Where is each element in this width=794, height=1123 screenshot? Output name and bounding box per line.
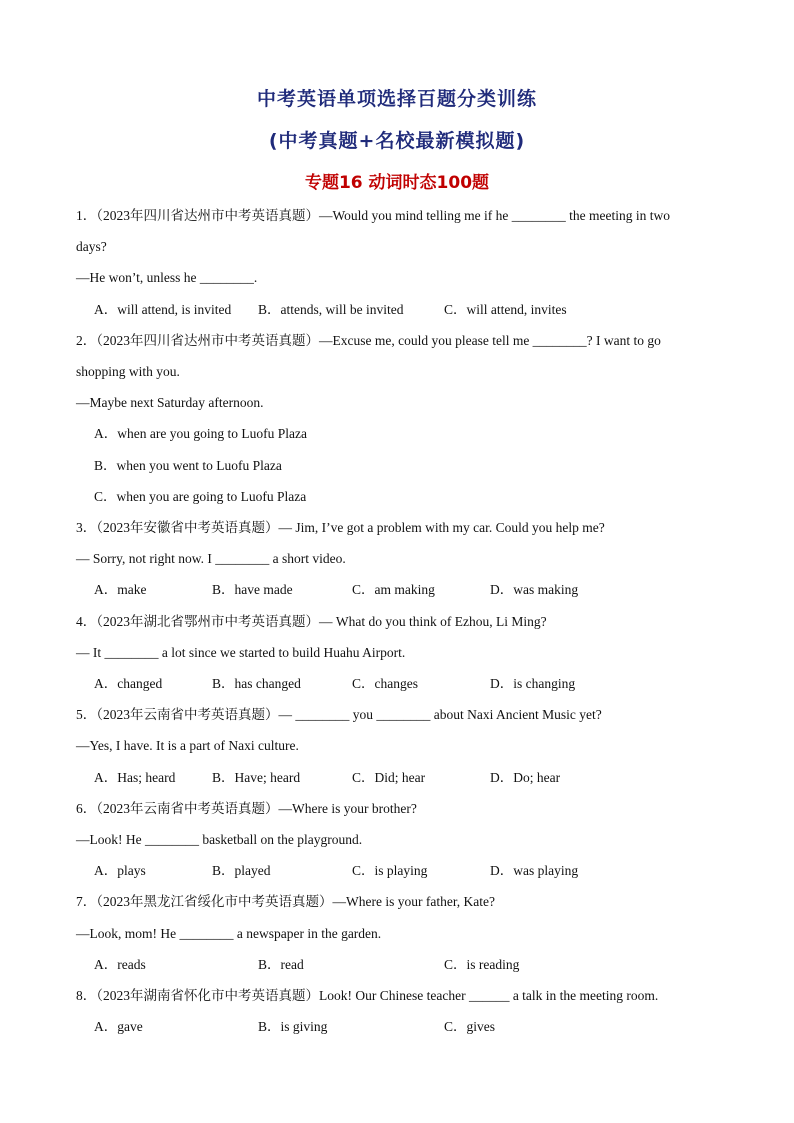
question-1-option-c: C．will attend, invites — [444, 302, 567, 317]
question-2-stem: 2．（2023年四川省达州市中考英语真题）—Excuse me, could you please tell me ________? I want to go — [76, 333, 661, 348]
question-7-reply: —Look, mom! He ________ a newspaper in the garden. — [76, 926, 382, 941]
question-7-option-b: B．read — [258, 957, 304, 972]
question-7-stem: 7．（2023年黑龙江省绥化市中考英语真题）—Where is your father, Kate? — [76, 894, 496, 909]
question-8-stem: 8．（2023年湖南省怀化市中考英语真题）Look! Our Chinese teacher ______ a talk in the meeting room. — [76, 988, 659, 1003]
question-6-reply: —Look! He ________ basketball on the playground. — [76, 832, 363, 847]
question-2-option-b: B．when you went to Luofu Plaza — [94, 458, 282, 473]
question-1-reply: —He won’t, unless he ________. — [76, 270, 258, 285]
question-7-option-a: A．reads — [94, 957, 146, 972]
question-3-option-d: D．was making — [490, 582, 579, 597]
question-5-reply: —Yes, I have. It is a part of Naxi culture. — [76, 738, 299, 753]
document-title: 中考英语单项选择百题分类训练 — [256, 88, 537, 110]
question-5-option-c: C．Did; hear — [352, 770, 426, 785]
question-4-stem: 4．（2023年湖北省鄂州市中考英语真题）— What do you think of Ezhou, Li Ming? — [76, 614, 547, 629]
question-2-reply: —Maybe next Saturday afternoon. — [76, 395, 264, 410]
question-4-option-a: A．changed — [94, 676, 163, 691]
question-6-stem: 6．（2023年云南省中考英语真题）—Where is your brother? — [76, 801, 417, 816]
question-6-option-d: D．was playing — [490, 863, 579, 878]
question-1-stem: 1．（2023年四川省达州市中考英语真题）—Would you mind telling me if he ________ the meeting in two — [76, 208, 670, 223]
question-8-option-b: B．is giving — [258, 1019, 328, 1034]
question-6-option-b: B．played — [212, 863, 271, 878]
question-4-option-b: B．has changed — [212, 676, 301, 691]
question-1-option-a: A．will attend, is invited — [94, 302, 232, 317]
question-8-option-c: C．gives — [444, 1019, 496, 1034]
question-7-option-c: C．is reading — [444, 957, 520, 972]
question-1-option-b: B．attends, will be invited — [258, 302, 404, 317]
question-4-option-c: C．changes — [352, 676, 418, 691]
question-4-reply: — It ________ a lot since we started to build Huahu Airport. — [76, 645, 406, 660]
question-8-option-a: A．gave — [94, 1019, 143, 1034]
question-2-stem-cont: shopping with you. — [76, 364, 180, 379]
question-3-option-a: A．make — [94, 582, 147, 597]
question-3-stem: 3．（2023年安徽省中考英语真题）— Jim, I’ve got a problem with my car. Could you help me? — [76, 520, 605, 535]
question-5-option-a: A．Has; heard — [94, 770, 176, 785]
question-3-option-b: B．have made — [212, 582, 293, 597]
question-5-stem: 5．（2023年云南省中考英语真题）— ________ you ________ about Naxi Ancient Music yet? — [76, 707, 602, 722]
question-3-option-c: C．am making — [352, 582, 435, 597]
question-3-reply: — Sorry, not right now. I ________ a short video. — [76, 551, 346, 566]
question-2-option-c: C．when you are going to Luofu Plaza — [94, 489, 307, 504]
topic-heading: 专题16 动词时态100题 — [304, 173, 490, 193]
question-2-option-a: A．when are you going to Luofu Plaza — [94, 426, 307, 441]
question-5-option-d: D．Do; hear — [490, 770, 561, 785]
question-4-option-d: D．is changing — [490, 676, 576, 691]
document-subtitle: (中考真题+名校最新模拟题) — [268, 130, 526, 152]
question-5-option-b: B．Have; heard — [212, 770, 301, 785]
question-6-option-c: C．is playing — [352, 863, 428, 878]
question-6-option-a: A．plays — [94, 863, 146, 878]
question-1-stem-cont: days? — [76, 239, 107, 254]
